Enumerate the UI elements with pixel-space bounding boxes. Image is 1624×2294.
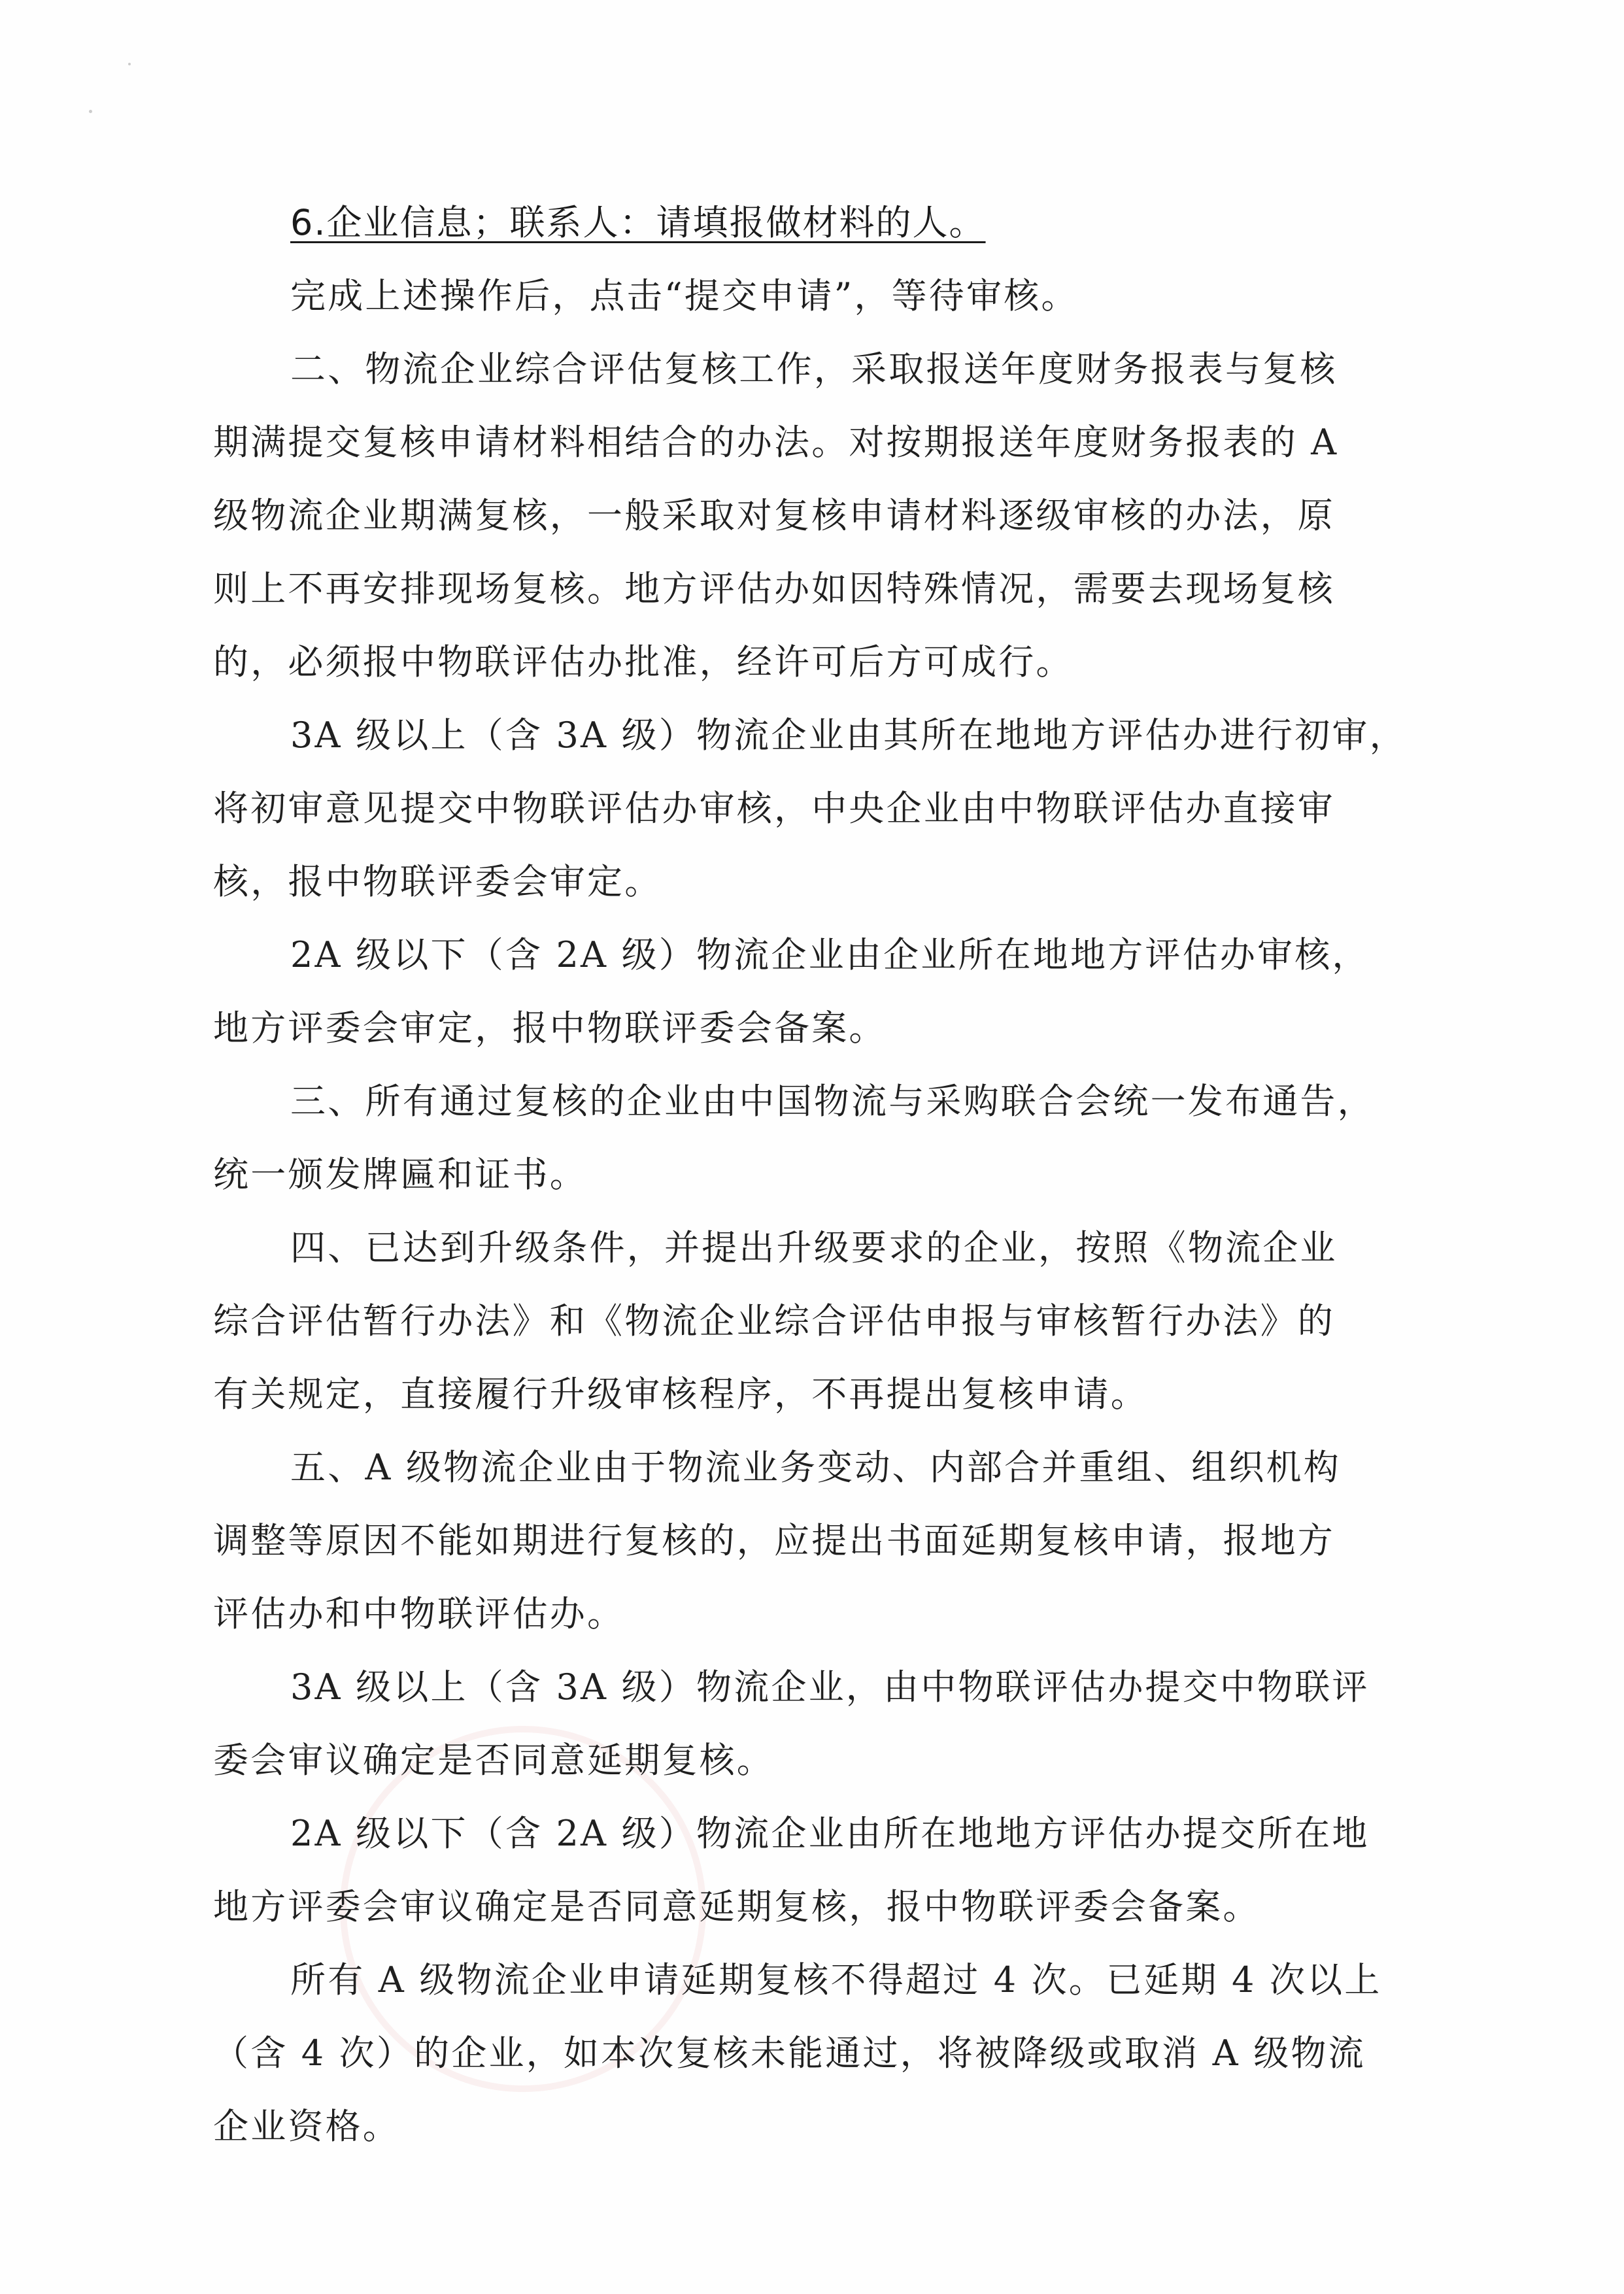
text-line: 3A 级以上（含 3A 级）物流企业，由中物联评估办提交中物联评 [290, 1666, 1370, 1708]
text-line: 综合评估暂行办法》和《物流企业综合评估申报与审核暂行办法》的 [213, 1300, 1335, 1341]
text-line: 调整等原因不能如期进行复核的，应提出书面延期复核申请，报地方 [213, 1520, 1335, 1561]
text-line: 地方评委会审议确定是否同意延期复核，报中物联评委会备案。 [213, 1886, 1260, 1927]
text-line: 二、物流企业综合评估复核工作，采取报送年度财务报表与复核 [290, 348, 1338, 390]
text-line: 期满提交复核申请材料相结合的办法。对按期报送年度财务报表的 A [213, 422, 1339, 463]
text-line: 所有 A 级物流企业申请延期复核不得超过 4 次。已延期 4 次以上 [290, 1959, 1382, 2000]
text-line: 三、所有通过复核的企业由中国物流与采购联合会统一发布通告， [290, 1081, 1375, 1122]
text-line: 评估办和中物联评估办。 [213, 1593, 625, 1634]
text-line: 五、A 级物流企业由于物流业务变动、内部合并重组、组织机构 [290, 1447, 1341, 1488]
text-line: （含 4 次）的企业，如本次复核未能通过，将被降级或取消 A 级物流 [213, 2033, 1366, 2074]
scan-speck [128, 63, 131, 65]
text-line: 完成上述操作后，点击“提交申请”，等待审核。 [290, 275, 1079, 316]
text-line: 将初审意见提交中物联评估办审核，中央企业由中物联评估办直接审 [213, 788, 1335, 829]
item-6-heading: 6.企业信息；联系人：请填报做材料的人。 [290, 202, 986, 243]
text-line: 委会审议确定是否同意延期复核。 [213, 1740, 774, 1781]
text-line: 2A 级以下（含 2A 级）物流企业由企业所在地地方评估办审核， [290, 934, 1370, 975]
text-line: 核，报中物联评委会审定。 [213, 861, 662, 902]
text-line: 地方评委会审定，报中物联评委会备案。 [213, 1007, 887, 1049]
text-line: 3A 级以上（含 3A 级）物流企业由其所在地地方评估办进行初审， [290, 715, 1407, 756]
text-line: 统一颁发牌匾和证书。 [213, 1154, 587, 1195]
scan-speck [89, 110, 92, 113]
text-line: 有关规定，直接履行升级审核程序，不再提出复核申请。 [213, 1374, 1148, 1415]
text-line: 四、已达到升级条件，并提出升级要求的企业，按照《物流企业 [290, 1227, 1338, 1268]
text-line: 的，必须报中物联评估办批准，经许可后方可成行。 [213, 641, 1074, 683]
text-line: 级物流企业期满复核，一般采取对复核申请材料逐级审核的办法，原 [213, 495, 1335, 536]
text-line: 则上不再安排现场复核。地方评估办如因特殊情况，需要去现场复核 [213, 568, 1335, 609]
text-line: 2A 级以下（含 2A 级）物流企业由所在地地方评估办提交所在地 [290, 1813, 1370, 1854]
text-line: 企业资格。 [213, 2106, 400, 2147]
